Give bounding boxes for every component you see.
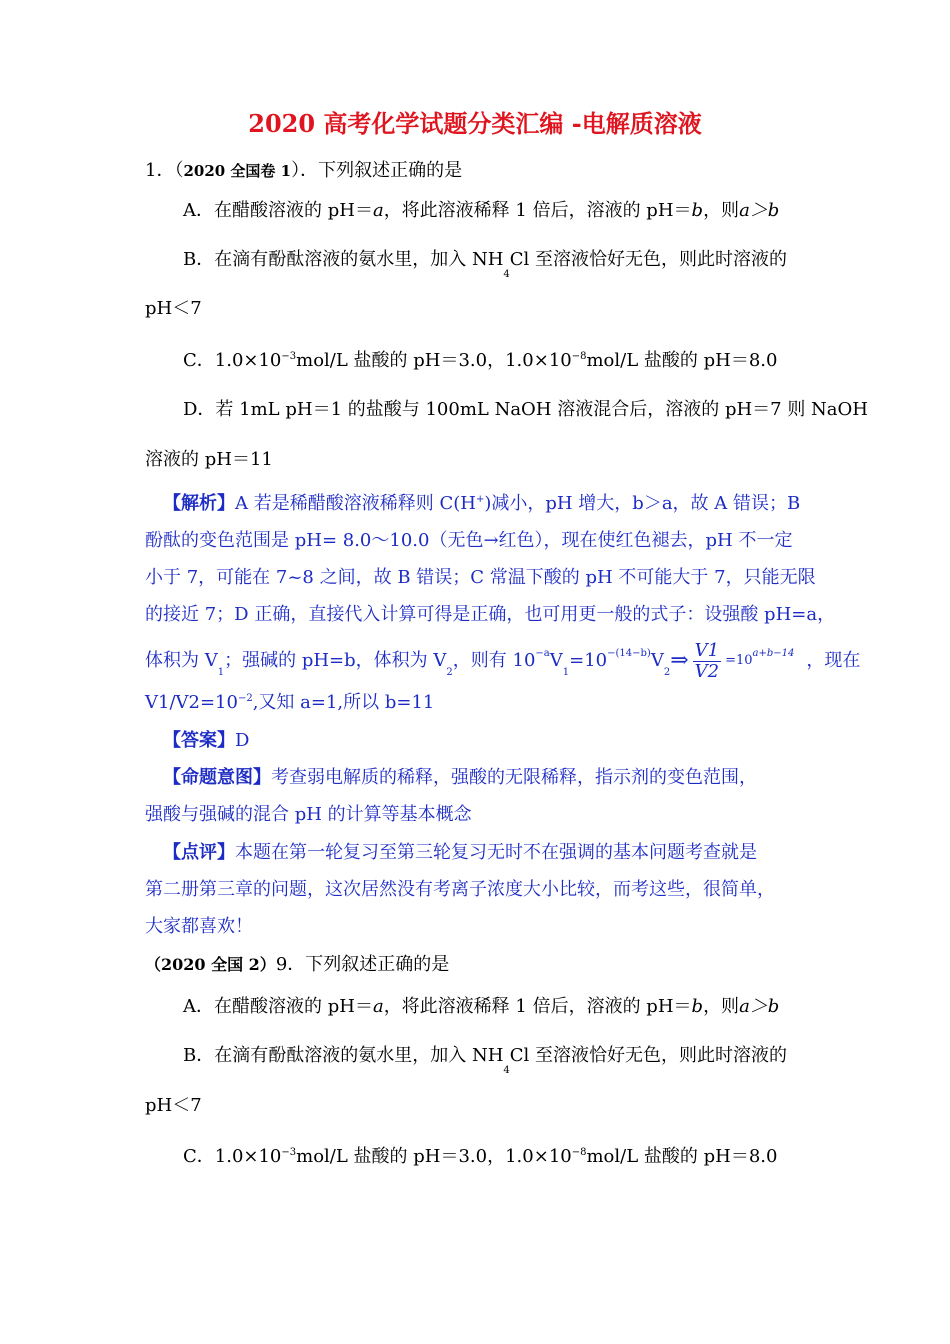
analysis-line-6: $V1/V2=10^{-2}$,又知 a=1,所以 b=11 <box>145 692 435 713</box>
analysis-line-4: 的接近 7；D 正确，直接代入计算可得是正确，也可用更一般的式子：设强酸 pH=a， <box>145 604 836 625</box>
analysis-tag: 【解析】 <box>163 493 235 514</box>
q2-stem: （2020 全国 2）9．下列叙述正确的是 <box>145 954 450 975</box>
answer-tag: 【答案】 <box>163 730 235 751</box>
analysis-line-3: 小于 7，可能在 7~8 之间，故 B 错误；C 常温下酸的 pH 不可能大于 7，只能无限 <box>145 567 816 588</box>
comment-line-1: 【点评】本题在第一轮复习至第三轮复习无时不在强调的基本问题考查就是 <box>163 842 757 863</box>
intent-line-2: 强酸与强碱的混合 pH 的计算等基本概念 <box>145 804 472 825</box>
comment-tag: 【点评】 <box>163 842 235 863</box>
q1-option-d: D．若 1mL pH＝1 的盐酸与 100mL NaOH 溶液混合后，溶液的 pH＝7 则 NaOH <box>183 399 868 420</box>
q2-option-b: B．在滴有酚酞溶液的氨水里，加入 $NH_4Cl$ 至溶液恰好无色，则此时溶液的 <box>183 1045 788 1076</box>
comment-line-3: 大家都喜欢！ <box>145 916 253 937</box>
q2-option-b-cont: pH＜7 <box>145 1095 202 1116</box>
q1-option-b: B．在滴有酚酞溶液的氨水里，加入 $NH_4Cl$ 至溶液恰好无色，则此时溶液的 <box>183 249 788 280</box>
analysis-line-5: 体积为 V 1 ；强碱的 pH=b，体积为 V 2 ，则有 10 −a V 1 =10 −(14−b) V 2 ⇒ $\frac{V1}{V2}$ =10 a+b−14 ，现在 <box>145 639 861 682</box>
q1-option-a: A．在醋酸溶液的 pH＝a，将此溶液稀释 1 倍后，溶液的 pH＝b，则a＞b <box>183 200 780 221</box>
analysis-line-2: 酚酞的变色范围是 pH= 8.0～10.0（无色→红色），现在使红色褪去，pH 不一定 <box>145 530 793 551</box>
implies-arrow: ⇒ <box>670 648 689 673</box>
page-title: 2020 高考化学试题分类汇编 -电解质溶液 <box>248 109 702 138</box>
q1-option-d-cont: 溶液的 pH＝11 <box>145 449 273 470</box>
comment-line-2: 第二册第三章的问题，这次居然没有考离子浓度大小比较，而考这些，很简单， <box>145 879 775 900</box>
q2-source: （2020 全国 2） <box>145 955 276 974</box>
intent-tag: 【命题意图】 <box>163 767 271 788</box>
volume-ratio-fraction: $\frac{V1}{V2}$ <box>694 639 720 682</box>
q1-source: 2020 全国卷 1 <box>183 162 292 180</box>
q1-stem: 1．（2020 全国卷 1）．下列叙述正确的是 <box>145 160 463 181</box>
answer-value: D <box>235 730 250 751</box>
intent-line-1: 【命题意图】考查弱电解质的稀释，强酸的无限稀释，指示剂的变色范围， <box>163 767 757 788</box>
answer-line <box>163 730 249 752</box>
q1-option-b-cont: pH＜7 <box>145 298 202 319</box>
q2-option-c: C．$1.0\times 10^{-3}mol/L$ 盐酸的 pH＝3.0，$1.0\times 10^{-8}mol/L$ 盐酸的 pH＝8.0 <box>183 1146 778 1167</box>
analysis-line-1: 【解析】A 若是稀醋酸溶液稀释则 C(H+)减小，pH 增大，b＞a，故 A 错误；B <box>163 493 801 514</box>
q1-option-c: C．$1.0\times 10^{-3}mol/L$ 盐酸的 pH＝3.0，$1.0\times 10^{-8}mol/L$ 盐酸的 pH＝8.0 <box>183 350 778 371</box>
q2-option-a: A．在醋酸溶液的 pH＝a，将此溶液稀释 1 倍后，溶液的 pH＝b，则a＞b <box>183 996 780 1017</box>
